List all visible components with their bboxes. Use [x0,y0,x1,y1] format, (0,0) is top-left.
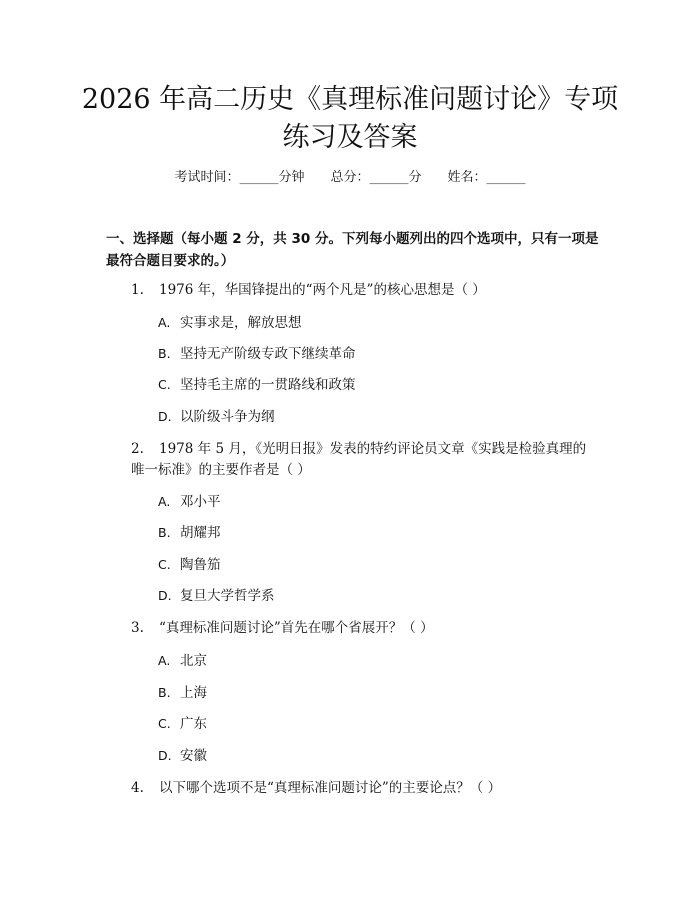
question-2-option-b [158,522,221,544]
question-text: 以下哪个选项不是“真理标准问题讨论”的主要论点？（ ） [159,780,502,796]
option-text: 实事求是，解放思想 [180,315,302,331]
question-3 [131,617,601,639]
section-heading [106,228,606,272]
option-text: 坚持无产阶级专政下继续革命 [180,346,356,362]
question-3-option-a [158,650,207,672]
option-letter: B. [158,525,171,540]
question-number: 2. [131,441,144,457]
option-text: 安徽 [180,748,207,764]
option-letter: B. [158,685,171,700]
question-text: “真理标准问题讨论”首先在哪个省展开？（ ） [159,620,434,636]
total-score-field: 总分：______分 [330,170,422,185]
option-text: 邓小平 [180,494,221,510]
question-2-text-line2: 唯一标准》的主要作者是（ ） [131,462,311,478]
name-field: 姓名：______ [447,170,526,185]
question-number: 1. [131,282,144,298]
question-text: 1976 年，华国锋提出的“两个凡是”的核心思想是（ ） [159,282,486,298]
question-4 [131,777,601,799]
document-title-line2: 练习及答案 [282,122,418,153]
option-letter: A. [158,315,171,330]
question-number: 3. [131,620,144,636]
option-text: 上海 [180,685,207,701]
option-text: 北京 [180,653,207,669]
option-text: 陶鲁笳 [180,557,221,573]
section-heading-line2: 最符合题目要求的。） [106,253,235,269]
section-heading-line1: 一、选择题（每小题 2 分，共 30 分。下列每小题列出的四个选项中，只有一项是 [106,231,599,247]
option-text: 胡耀邦 [180,525,221,541]
question-1-option-b [158,343,356,365]
option-letter: A. [158,653,171,668]
exam-time-field: 考试时间：______分钟 [174,170,305,185]
option-letter: D. [158,409,172,424]
document-title-line1: 2026 年高二历史《真理标准问题讨论》专项 [81,84,619,115]
question-text: 1978 年 5 月，《光明日报》发表的特约评论员文章《实践是检验真理的 [159,441,587,457]
question-3-option-d [158,745,207,767]
question-number: 4. [131,780,144,796]
question-3-option-c [158,713,207,735]
option-letter: C. [158,377,171,392]
question-2 [131,438,601,460]
option-text: 复旦大学哲学系 [180,588,275,604]
question-1-option-d [158,406,275,428]
option-text: 坚持毛主席的一贯路线和政策 [180,377,356,393]
question-1-option-a [158,312,302,334]
option-text: 以阶级斗争为纲 [180,409,275,425]
option-letter: C. [158,557,171,572]
exam-meta [60,168,640,188]
option-letter: D. [158,588,172,603]
option-letter: D. [158,748,172,763]
question-1-option-c [158,374,356,396]
question-2-option-d [158,585,275,607]
question-2-option-c [158,554,221,576]
question-3-option-b [158,682,207,704]
question-1 [131,279,601,301]
option-letter: A. [158,494,171,509]
option-letter: B. [158,346,171,361]
option-text: 广东 [180,716,207,732]
question-2-option-a [158,491,221,513]
option-letter: C. [158,716,171,731]
